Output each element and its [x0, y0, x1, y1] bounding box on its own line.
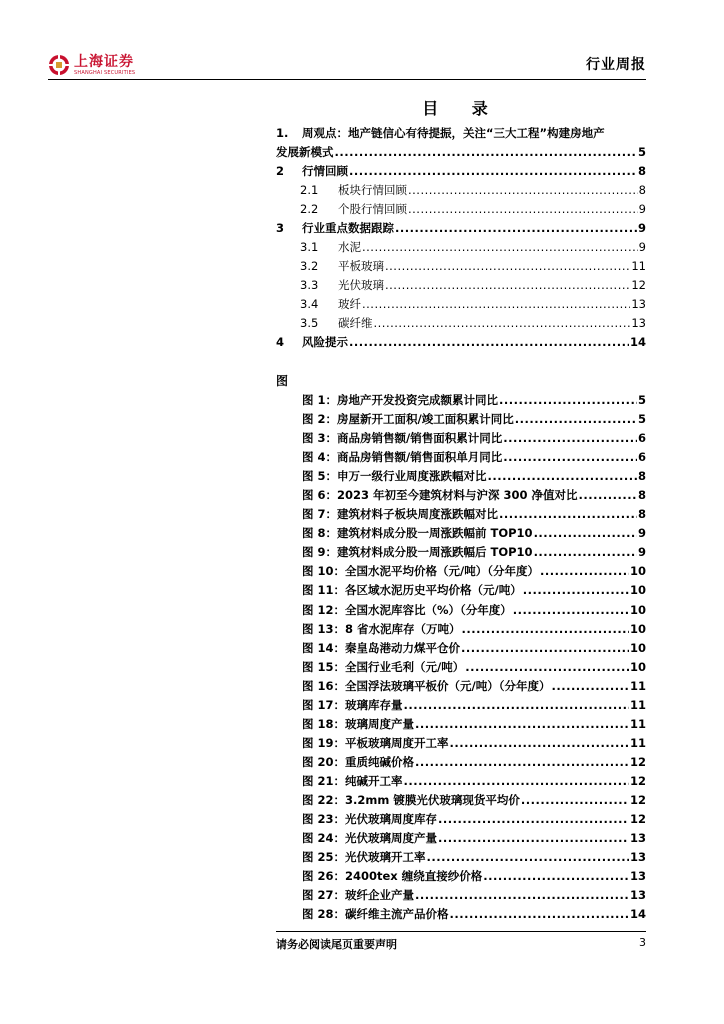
figure-label: 图 1：房地产开发投资完成额累计同比: [302, 393, 499, 407]
toc-entry[interactable]: [276, 257, 646, 276]
toc-title: 目 录: [422, 99, 502, 118]
figure-label: 图 3：商品房销售额/销售面积累计同比: [302, 431, 503, 446]
figure-label: 图 22：3.2mm 镀膜光伏玻璃现货平均价: [302, 792, 520, 807]
toc-entry-number: 3.1: [300, 240, 319, 254]
figure-list-item[interactable]: [302, 448, 646, 467]
figure-label: 图 15：全国行业毛利（元/吨）: [302, 659, 465, 674]
toc-entry-page: 13: [631, 297, 646, 311]
page-header: [48, 52, 646, 76]
figure-list-item[interactable]: [302, 715, 646, 734]
figure-page: 8: [637, 469, 646, 484]
toc-entry-number: 3.2: [300, 259, 319, 273]
figure-page: 10: [629, 602, 646, 617]
figure-list-item[interactable]: [302, 867, 646, 886]
toc-entry-label: 行情回顾: [302, 164, 348, 178]
toc-entry-label: 玻纤: [338, 297, 361, 311]
figure-list-item[interactable]: [302, 410, 646, 429]
company-logo: [48, 52, 135, 78]
toc-entry-number: 3.3: [300, 278, 319, 292]
toc-entry-label: 行业重点数据跟踪: [302, 221, 394, 235]
figure-page: 11: [629, 735, 646, 750]
toc-entry-label: 光伏玻璃: [338, 278, 384, 292]
figure-list-item[interactable]: [302, 391, 646, 410]
toc-entry-1-line2[interactable]: [276, 143, 646, 162]
toc-entry-number: 1.: [276, 126, 289, 140]
toc-entry-page: 9: [637, 221, 646, 235]
toc-entry-label: 碳纤维: [338, 316, 373, 330]
figure-label: 图 11：各区域水泥历史平均价格（元/吨）: [302, 583, 522, 598]
logo-chinese-name: 上海证券: [74, 53, 134, 70]
figure-label: 图 28：碳纤维主流产品价格: [302, 907, 449, 922]
table-of-contents: [276, 124, 646, 352]
toc-entry-page: 8: [638, 183, 646, 197]
toc-entry-page: 11: [631, 259, 646, 273]
figure-list-item[interactable]: [302, 467, 646, 486]
figure-label: 图 13：8 省水泥库存（万吨）: [302, 621, 461, 636]
figure-label: 图 25：光伏玻璃开工率: [302, 850, 426, 865]
figure-list-item[interactable]: [302, 753, 646, 772]
figure-list-item[interactable]: [302, 524, 646, 543]
figure-page: 5: [637, 412, 646, 427]
figure-page: 14: [629, 907, 646, 922]
toc-entry[interactable]: [276, 162, 646, 181]
toc-entry-label: 板块行情回顾: [338, 183, 407, 197]
footer-divider: [276, 931, 646, 932]
toc-entry[interactable]: [276, 238, 646, 257]
figure-label: 图 23：光伏玻璃周度库存: [302, 812, 438, 827]
toc-entry-page: 12: [631, 278, 646, 292]
shanghai-securities-logo-icon: [48, 54, 70, 76]
figure-label: 图 6：2023 年初至今建筑材料与沪深 300 净值对比: [302, 488, 578, 503]
figure-label: 图 9：建筑材料成分股一周涨跌幅后 TOP10: [302, 545, 533, 560]
toc-entry[interactable]: [276, 314, 646, 333]
toc-entry-1-line1[interactable]: [276, 124, 646, 143]
figure-page: 5: [637, 393, 646, 407]
figure-page: 9: [637, 526, 646, 541]
figure-label: 图 2：房屋新开工面积/竣工面积累计同比: [302, 412, 514, 427]
toc-entry-number: 3: [276, 221, 285, 235]
figure-label: 图 17：玻璃库存量: [302, 697, 403, 712]
figure-list-item[interactable]: [302, 639, 646, 658]
toc-entry[interactable]: [276, 295, 646, 314]
figure-page: 10: [629, 640, 646, 655]
toc-entry[interactable]: [276, 219, 646, 238]
figure-page: 11: [629, 697, 646, 712]
figure-list-item[interactable]: [302, 601, 646, 620]
figure-list-item[interactable]: [302, 791, 646, 810]
page-number: 3: [639, 936, 646, 949]
figure-label: 图 19：平板玻璃周度开工率: [302, 735, 449, 750]
figure-page: 9: [637, 545, 646, 560]
figure-label: 图 21：纯碱开工率: [302, 773, 403, 788]
figure-label: 图 24：光伏玻璃周度产量: [302, 831, 438, 846]
figure-label: 图 8：建筑材料成分股一周涨跌幅前 TOP10: [302, 526, 533, 541]
figure-label: 图 14：秦皇岛港动力煤平仓价: [302, 640, 461, 655]
figure-page: 13: [629, 888, 646, 903]
figure-list-item[interactable]: [302, 772, 646, 791]
figure-list-item[interactable]: [302, 581, 646, 600]
toc-entry-page: 14: [629, 335, 646, 349]
toc-entry-label: 个股行情回顾: [338, 202, 407, 216]
figure-list-item[interactable]: [302, 543, 646, 562]
figure-page: 10: [629, 621, 646, 636]
figure-label: 图 5：申万一级行业周度涨跌幅对比: [302, 469, 487, 484]
page-footer: [276, 936, 646, 952]
figure-label: 图 26：2400tex 缠绕直接纱价格: [302, 869, 483, 884]
toc-entry-label: 水泥: [338, 240, 361, 254]
figure-page: 13: [629, 831, 646, 846]
figure-page: 12: [629, 812, 646, 827]
figure-page: 8: [637, 488, 646, 503]
figure-page: 6: [637, 431, 646, 446]
toc-entry[interactable]: [276, 333, 646, 352]
figure-page: 11: [629, 716, 646, 731]
disclaimer-notice: 请务必阅读尾页重要声明: [276, 938, 397, 951]
toc-entry-number: 3.5: [300, 316, 319, 330]
figure-list-item[interactable]: [302, 810, 646, 829]
figure-page: 11: [629, 678, 646, 693]
report-type-label: 行业周报: [586, 57, 646, 73]
toc-entry[interactable]: [276, 200, 646, 219]
toc-entry-page: 8: [637, 164, 646, 178]
toc-entry-label: 风险提示: [302, 335, 348, 349]
figure-list-item[interactable]: [302, 905, 646, 924]
figure-label: 图 16：全国浮法玻璃平板价（元/吨）（分年度）: [302, 678, 551, 693]
figure-label: 图 27：玻纤企业产量: [302, 888, 415, 903]
figure-list-item[interactable]: [302, 562, 646, 581]
figure-label: 图 18：玻璃周度产量: [302, 716, 415, 731]
figure-label: 图 12：全国水泥库容比（%）（分年度）: [302, 602, 512, 617]
figure-page: 12: [629, 792, 646, 807]
toc-entry-page: 9: [638, 202, 646, 216]
figure-page: 10: [629, 564, 646, 579]
toc-entry-number: 3.4: [300, 297, 319, 311]
toc-entry[interactable]: [276, 181, 646, 200]
toc-entry-label: 平板玻璃: [338, 259, 384, 273]
figure-page: 13: [629, 869, 646, 884]
figure-label: 图 7：建筑材料子板块周度涨跌幅对比: [302, 507, 499, 522]
toc-entry-number: 2: [276, 164, 285, 178]
toc-entry-label: 周观点：地产链信心有待提振，关注“三大工程”构建房地产: [302, 126, 605, 140]
figure-list-item[interactable]: [302, 848, 646, 867]
figure-list-item[interactable]: [302, 658, 646, 677]
header-divider: [48, 79, 646, 80]
figure-list-item[interactable]: [302, 829, 646, 848]
toc-entry-number: 2.2: [300, 202, 319, 216]
figure-list-item[interactable]: [302, 486, 646, 505]
figure-page: 8: [637, 507, 646, 522]
toc-entry[interactable]: [276, 276, 646, 295]
figure-list-item[interactable]: [302, 696, 646, 715]
figure-page: 12: [629, 773, 646, 788]
figure-page: 13: [629, 850, 646, 865]
figure-list-heading: 图: [276, 374, 289, 388]
figure-list-item[interactable]: [302, 886, 646, 905]
figure-page: 10: [629, 659, 646, 674]
figure-page: 10: [629, 583, 646, 598]
figure-list-item[interactable]: [302, 734, 646, 753]
figure-list-item[interactable]: [302, 505, 646, 524]
toc-entry-page: 5: [637, 145, 646, 159]
figure-label: 图 20：重质纯碱价格: [302, 754, 415, 769]
figure-label: 图 10：全国水泥平均价格（元/吨）（分年度）: [302, 564, 539, 579]
figure-page: 6: [637, 450, 646, 465]
toc-entry-number: 2.1: [300, 183, 319, 197]
figure-list-item[interactable]: [302, 620, 646, 639]
toc-entry-label: 发展新模式: [276, 145, 334, 159]
figure-list: [302, 391, 646, 924]
toc-entry-page: 13: [631, 316, 646, 330]
figure-page: 12: [629, 754, 646, 769]
figure-label: 图 4：商品房销售额/销售面积单月同比: [302, 450, 503, 465]
figure-list-item[interactable]: [302, 677, 646, 696]
toc-entry-number: 4: [276, 335, 285, 349]
figure-list-item[interactable]: [302, 429, 646, 448]
toc-entry-page: 9: [638, 240, 646, 254]
logo-english-name: SHANGHAI SECURITIES: [74, 69, 136, 76]
